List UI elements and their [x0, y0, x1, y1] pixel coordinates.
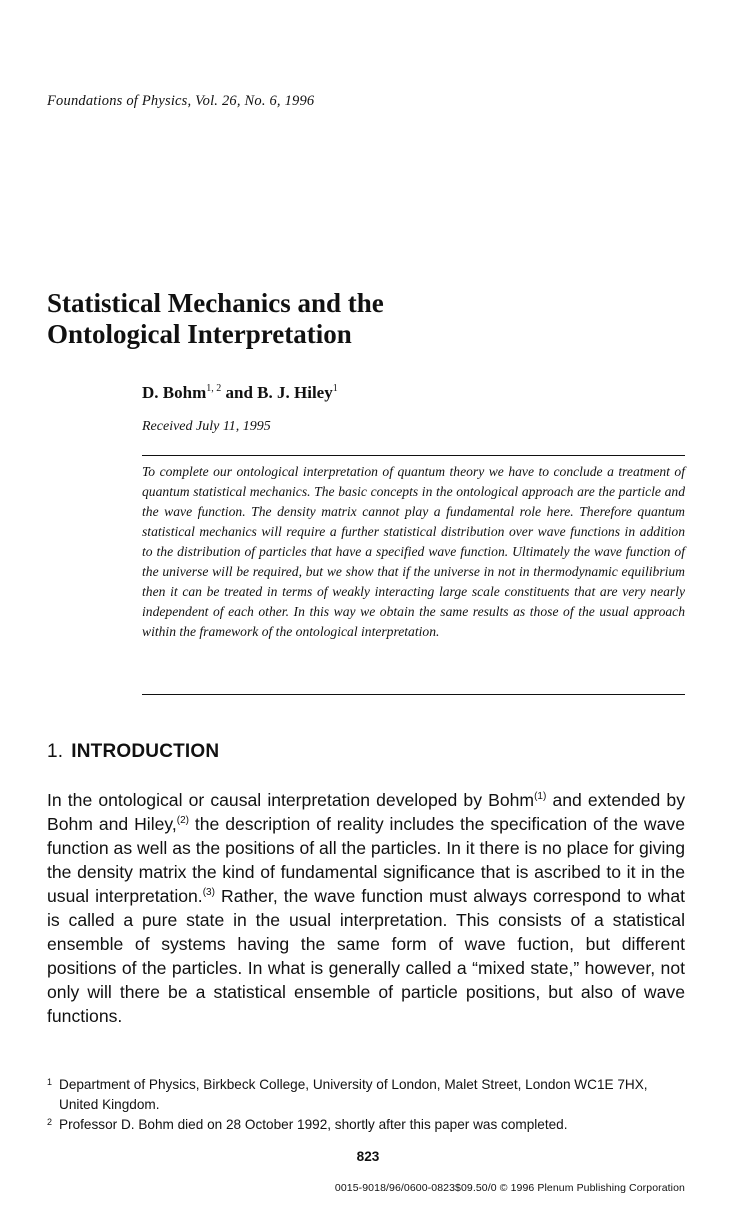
body-text-3: the description of reality includes the specification of the wave function as well as the positions of all the particles. In it there is no place for giving the density matrix the kind of fundamental significance that is ascribed to it in the usual interpretation.: [47, 814, 685, 906]
body-text-1: In the ontological or causal interpretation developed by Bohm: [47, 790, 535, 810]
citation-2: (2): [176, 815, 189, 826]
author-list: [142, 383, 338, 403]
footnote-mark: 1: [47, 1077, 53, 1087]
section-number: 1.: [47, 741, 64, 762]
journal-citation: Foundations of Physics, Vol. 26, No. 6, 1996: [47, 93, 315, 109]
citation-3: (3): [202, 887, 215, 898]
body-paragraph: [47, 788, 685, 1028]
abstract-bottom-rule: [142, 694, 685, 695]
page-number: 823: [356, 1149, 380, 1164]
body-text-4: Rather, the wave function must always correspond to what is called a pure state in the usual interpretation. This consists of a statistical ensemble of systems having the same form of wave fuction, but different positions of the particles. In what is generally called a “mixed state,” however, not only will there be a statistical ensemble of particle positions, but also of wave functions.: [47, 886, 685, 1026]
author-1-name: D. Bohm: [142, 383, 207, 402]
author-connector: and: [221, 383, 258, 402]
footnote-text: Department of Physics, Birkbeck College, University of London, Malet Street, London WC1E 7HX, United Kingdom.: [59, 1077, 648, 1112]
section-heading: [47, 741, 219, 763]
abstract: To complete our ontological interpretation of quantum theory we have to conclude a treatment of quantum statistical mechanics. The basic concepts in the ontological approach are the particle and the wave function. The density matrix cannot play a fundamental role here. Therefore quantum statistical mechanics will require a further statistical distribution over wave functions in addition to the distribution of particles that have a specified wave function. Ultimately the wave function of the universe will be required, but we show that if the universe in not in thermodynamic equilibrium then it can be treated in terms of weakly interacting large scale constituents that are very nearly independent of each other. In this way we obtain the same results as those of the usual approach within the framework of the ontological interpretation.: [142, 464, 685, 639]
title-line-1: Statistical Mechanics and the: [47, 288, 384, 318]
footnote-text: Professor D. Bohm died on 28 October 1992, shortly after this paper was completed.: [59, 1117, 568, 1132]
footnote: [47, 1115, 687, 1135]
section-title: INTRODUCTION: [71, 741, 220, 762]
title-line-2: Ontological Interpretation: [47, 319, 352, 349]
footnote-mark: 2: [47, 1117, 53, 1127]
footnote: [47, 1075, 687, 1115]
footnotes: [47, 1075, 687, 1135]
citation-1: (1): [534, 791, 547, 802]
abstract-top-rule: [142, 455, 685, 456]
paper-title: [47, 288, 687, 350]
author-2-name: B. J. Hiley: [257, 383, 333, 402]
received-date: Received July 11, 1995: [142, 419, 271, 434]
body-text-2: and extended by Bohm and Hiley,: [47, 790, 685, 834]
copyright-line: 0015-9018/96/0600-0823$09.50/0 © 1996 Plenum Publishing Corporation: [334, 1182, 685, 1194]
author-2-affiliation-marks: 1: [332, 383, 338, 394]
author-1-affiliation-marks: 1, 2: [206, 383, 222, 394]
